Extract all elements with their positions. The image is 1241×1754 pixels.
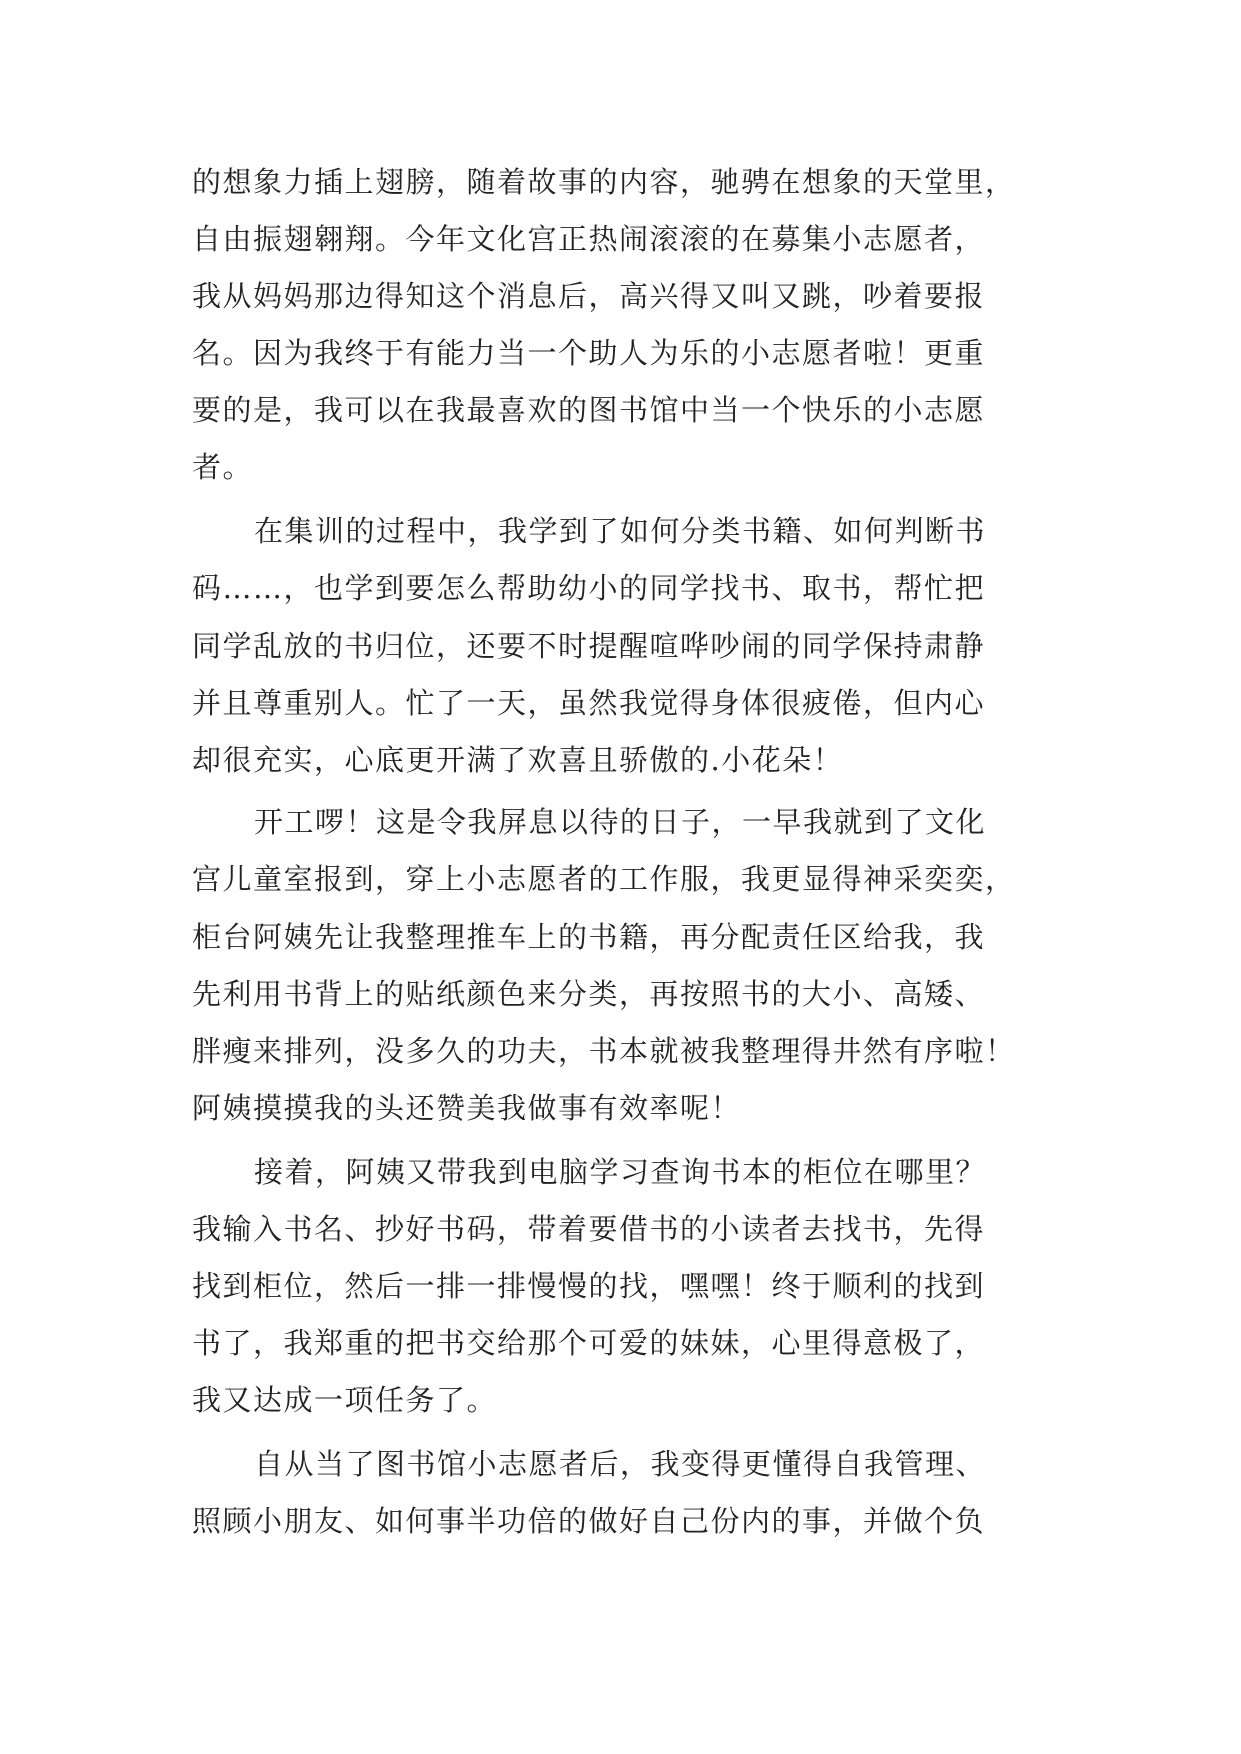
text-line: 柜台阿姨先让我整理推车上的书籍，再分配责任区给我，我	[192, 920, 986, 954]
text-line: 我输入书名、抄好书码，带着要借书的小读者去找书，先得	[192, 1212, 986, 1246]
text-line: 先利用书背上的贴纸颜色来分类，再按照书的大小、高矮、	[192, 977, 986, 1011]
text-line: 要的是，我可以在我最喜欢的图书馆中当一个快乐的小志愿	[192, 393, 986, 427]
text-line: 的想象力插上翅膀，随着故事的内容，驰骋在想象的天堂里，	[192, 165, 1016, 199]
text-line: 码……，也学到要怎么帮助幼小的同学找书、取书，帮忙把	[192, 571, 986, 605]
text-line: 书了，我郑重的把书交给那个可爱的妹妹，心里得意极了，	[192, 1326, 986, 1360]
paragraph-first-line: 开工啰！这是令我屏息以待的日子，一早我就到了文化	[254, 805, 987, 839]
text-line: 照顾小朋友、如何事半功倍的做好自己份内的事，并做个负	[192, 1504, 986, 1538]
text-line: 自由振翅翱翔。今年文化宫正热闹滚滚的在募集小志愿者，	[192, 222, 986, 256]
text-line: 找到柜位，然后一排一排慢慢的找，嘿嘿！终于顺利的找到	[192, 1269, 986, 1303]
text-line: 并且尊重别人。忙了一天，虽然我觉得身体很疲倦，但内心	[192, 686, 986, 720]
text-line: 阿姨摸摸我的头还赞美我做事有效率呢！	[192, 1091, 742, 1125]
text-line: 名。因为我终于有能力当一个助人为乐的小志愿者啦！更重	[192, 336, 986, 370]
text-line: 我又达成一项任务了。	[192, 1383, 498, 1417]
text-line: 胖瘦来排列，没多久的功夫，书本就被我整理得井然有序啦！	[192, 1034, 1016, 1068]
text-line: 却很充实，心底更开满了欢喜且骄傲的.小花朵！	[192, 743, 844, 777]
text-line: 我从妈妈那边得知这个消息后，高兴得又叫又跳，吵着要报	[192, 279, 986, 313]
paragraph-first-line: 在集训的过程中，我学到了如何分类书籍、如何判断书	[254, 514, 987, 548]
paragraph-first-line: 接着，阿姨又带我到电脑学习查询书本的柜位在哪里？	[254, 1155, 987, 1189]
text-line: 同学乱放的书归位，还要不时提醒喧哗吵闹的同学保持肃静	[192, 629, 986, 663]
paragraph-first-line: 自从当了图书馆小志愿者后，我变得更懂得自我管理、	[254, 1447, 987, 1481]
text-line: 宫儿童室报到，穿上小志愿者的工作服，我更显得神采奕奕，	[192, 862, 1016, 896]
text-line: 者。	[192, 450, 254, 484]
